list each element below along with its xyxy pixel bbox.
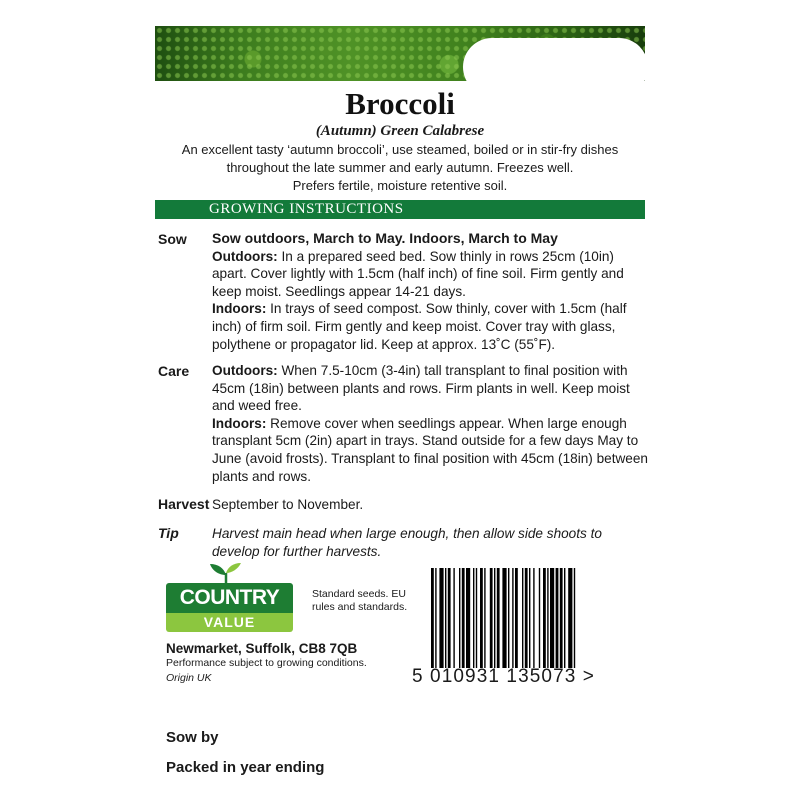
description-line: An excellent tasty ‘autumn broccoli’, use steamed, boiled or in stir-fry dishes bbox=[181, 142, 619, 157]
description-line: throughout the late summer and early autumn. Freezes well. bbox=[226, 160, 574, 175]
tip-label: Tip bbox=[158, 525, 179, 541]
care-outdoors-text: When 7.5-10cm (3-4in) tall transplant to final position with 45cm (18in) between plants and rows. Firm plants in well. Keep moist and weed free. bbox=[212, 363, 630, 414]
sprout-icon bbox=[206, 563, 246, 585]
address: Newmarket, Suffolk, CB8 7QB bbox=[166, 641, 358, 656]
barcode bbox=[431, 568, 631, 668]
origin: Origin UK bbox=[166, 672, 212, 684]
care-outdoors bbox=[212, 362, 652, 415]
sow-outdoors-text: In a prepared seed bed. Sow thinly in rows 25cm (10in) apart. Cover lightly with 1.5cm (half inch) of fine soil. Firm gently and keep moist. Seedlings appear 14-21 days. bbox=[212, 248, 624, 299]
broccoli-photo-banner bbox=[155, 26, 645, 81]
indoors-label: Indoors: bbox=[212, 415, 267, 431]
growing-instructions-bar bbox=[155, 200, 645, 219]
harvest-label: Harvest bbox=[158, 496, 210, 512]
logo-value: VALUE bbox=[166, 613, 293, 632]
page-title: Broccoli bbox=[345, 86, 455, 121]
care-section bbox=[212, 362, 652, 485]
outdoors-label: Outdoors: bbox=[212, 363, 278, 378]
country-value-logo bbox=[166, 563, 293, 631]
description bbox=[150, 141, 650, 195]
barcode-digits: 5 010931 135073 > bbox=[412, 666, 596, 687]
hang-hole bbox=[463, 38, 645, 81]
sow-section bbox=[212, 230, 652, 353]
standard-seeds-note: Standard seeds. EU rules and standards. bbox=[312, 588, 408, 613]
tip-text: Harvest main head when large enough, then allow side shoots to develop for further harvests. bbox=[212, 526, 602, 559]
sow-label: Sow bbox=[158, 231, 187, 247]
description-line: Prefers fertile, moisture retentive soil. bbox=[292, 178, 508, 193]
sow-outdoors bbox=[212, 248, 652, 301]
care-indoors bbox=[212, 415, 652, 485]
care-indoors-text: Remove cover when seedlings appear. When large enough transplant 5cm (2in) apart in trays. Stand outside for a few days May to June (avoid frosts). Transplant to final position with 45cm (18in) between plants and rows. bbox=[212, 415, 648, 484]
sow-heading: Sow outdoors, March to May. Indoors, March to May bbox=[212, 230, 558, 246]
packed-year-label: Packed in year ending bbox=[166, 759, 325, 776]
performance-note: Performance subject to growing conditions. bbox=[166, 657, 367, 669]
sow-indoors-text: In trays of seed compost. Sow thinly, cover with 1.5cm (half inch) of firm soil. Firm gently and keep moist. Cover tray with glass, polythene or propagator lid. Keep at approx. 13˚C (55˚F). bbox=[212, 301, 627, 352]
harvest-text: September to November. bbox=[212, 497, 364, 512]
logo-country: COUNTRY bbox=[166, 583, 293, 613]
indoors-label: Indoors: bbox=[212, 301, 267, 317]
care-label: Care bbox=[158, 363, 190, 379]
sow-by-label: Sow by bbox=[166, 729, 219, 746]
variety-subtitle: (Autumn) Green Calabrese bbox=[315, 123, 485, 139]
sow-indoors bbox=[212, 300, 652, 353]
growing-instructions-heading: GROWING INSTRUCTIONS bbox=[209, 201, 404, 217]
outdoors-label: Outdoors: bbox=[212, 248, 278, 264]
